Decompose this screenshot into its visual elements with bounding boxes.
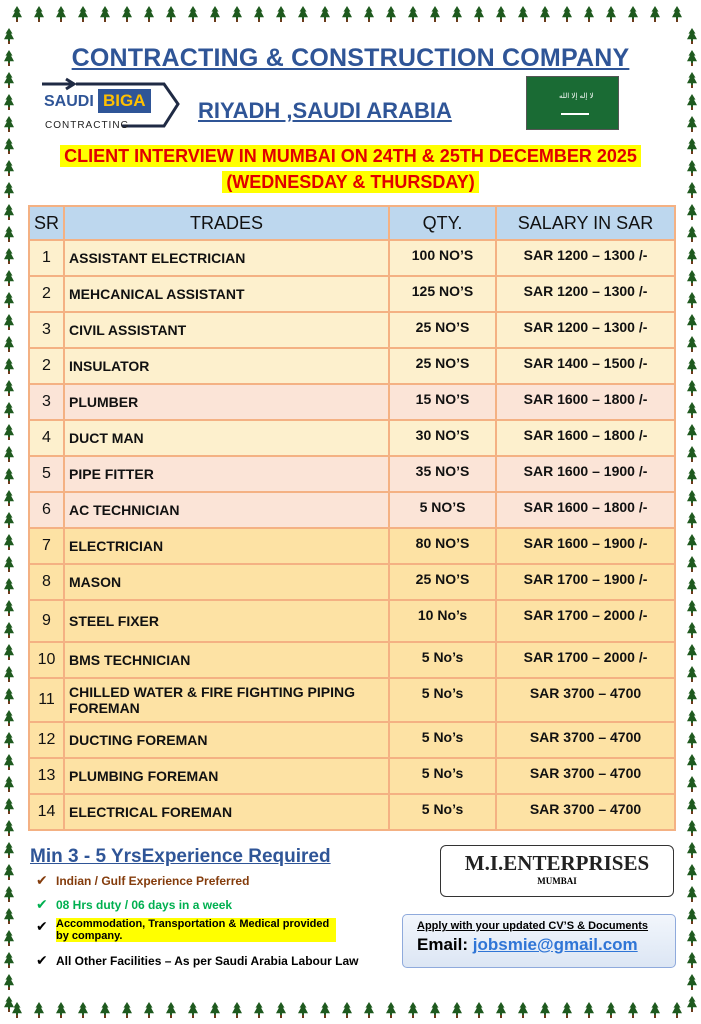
tree-icon	[122, 1002, 132, 1018]
cell-sr: 5	[29, 456, 64, 492]
table-row	[29, 420, 675, 456]
table-row	[29, 312, 675, 348]
table-row	[29, 276, 675, 312]
tree-icon	[687, 798, 697, 814]
tree-icon	[687, 732, 697, 748]
apply-box	[402, 914, 676, 968]
tree-icon	[496, 1002, 506, 1018]
tree-icon	[4, 446, 14, 462]
cell-sr: 3	[29, 384, 64, 420]
tree-icon	[4, 820, 14, 836]
tree-icon	[408, 1002, 418, 1018]
tree-icon	[342, 1002, 352, 1018]
cell-sr: 14	[29, 794, 64, 830]
cell-qty: 30 NO’S	[389, 420, 496, 456]
tree-icon	[606, 1002, 616, 1018]
tree-icon	[298, 6, 308, 22]
table-row	[29, 600, 675, 642]
tree-icon	[687, 94, 697, 110]
tree-icon	[188, 1002, 198, 1018]
tree-icon	[364, 1002, 374, 1018]
tree-icon	[4, 622, 14, 638]
cell-salary: SAR 1200 – 1300 /-	[496, 312, 675, 348]
tree-icon	[34, 1002, 44, 1018]
cell-trade: ELECTRICAL FOREMAN	[64, 794, 389, 830]
tree-icon	[4, 644, 14, 660]
tree-icon	[56, 6, 66, 22]
tree-icon	[687, 314, 697, 330]
cell-qty: 25 NO’S	[389, 312, 496, 348]
tree-icon	[474, 6, 484, 22]
check-icon: ✔	[36, 896, 48, 912]
tree-icon	[4, 402, 14, 418]
cell-qty: 100 NO’S	[389, 240, 496, 276]
tree-icon	[4, 270, 14, 286]
tree-icon	[672, 1002, 682, 1018]
logo-biga: BIGA	[98, 89, 151, 113]
tree-icon	[4, 336, 14, 352]
agency-name: M.I.ENTERPRISES	[464, 851, 650, 875]
tree-icon	[276, 6, 286, 22]
apply-text: Apply with your updated CV’S & Documents	[417, 920, 649, 932]
tree-icon	[100, 1002, 110, 1018]
check-icon: ✔	[36, 872, 48, 888]
location: RIYADH ,SAUDI ARABIA	[198, 98, 452, 123]
cell-qty: 5 No’s	[389, 722, 496, 758]
cell-qty: 25 NO’S	[389, 564, 496, 600]
table-row	[29, 564, 675, 600]
tree-icon	[687, 490, 697, 506]
tree-icon	[364, 6, 374, 22]
tree-icon	[4, 600, 14, 616]
tree-icon	[687, 534, 697, 550]
tree-icon	[452, 6, 462, 22]
tree-icon	[687, 446, 697, 462]
table-row	[29, 722, 675, 758]
tree-icon	[687, 622, 697, 638]
requirement-item	[36, 918, 336, 942]
tree-icon	[4, 776, 14, 792]
cell-trade: MEHCANICAL ASSISTANT	[64, 276, 389, 312]
header-qty: QTY.	[389, 206, 496, 240]
tree-icon	[687, 776, 697, 792]
tree-icon	[687, 468, 697, 484]
cell-qty: 80 NO’S	[389, 528, 496, 564]
tree-icon	[687, 116, 697, 132]
cell-salary: SAR 1200 – 1300 /-	[496, 276, 675, 312]
cell-salary: SAR 1700 – 1900 /-	[496, 564, 675, 600]
tree-icon	[474, 1002, 484, 1018]
cell-trade: STEEL FIXER	[64, 600, 389, 642]
tree-icon	[4, 116, 14, 132]
tree-icon	[4, 512, 14, 528]
tree-icon	[687, 820, 697, 836]
tree-icon	[144, 6, 154, 22]
tree-icon	[540, 6, 550, 22]
tree-icon	[276, 1002, 286, 1018]
tree-icon	[4, 72, 14, 88]
cell-trade: CHILLED WATER & FIRE FIGHTING PIPING FOREMAN	[64, 678, 389, 722]
cell-trade: MASON	[64, 564, 389, 600]
logo-saudi: SAUDI	[44, 93, 94, 110]
tree-icon	[687, 886, 697, 902]
tree-icon	[386, 6, 396, 22]
tree-icon	[144, 1002, 154, 1018]
tree-icon	[166, 6, 176, 22]
tree-icon	[232, 6, 242, 22]
check-icon: ✔	[36, 952, 48, 968]
cell-salary: SAR 3700 – 4700	[496, 758, 675, 794]
tree-icon	[687, 644, 697, 660]
tree-icon	[4, 204, 14, 220]
cell-trade: ASSISTANT ELECTRICIAN	[64, 240, 389, 276]
cell-salary: SAR 3700 – 4700	[496, 794, 675, 830]
tree-icon	[687, 710, 697, 726]
cell-salary: SAR 1700 – 2000 /-	[496, 642, 675, 678]
table-row	[29, 348, 675, 384]
tree-icon	[342, 6, 352, 22]
tree-icon	[4, 732, 14, 748]
tree-icon	[122, 6, 132, 22]
cell-salary: SAR 1200 – 1300 /-	[496, 240, 675, 276]
requirement-text: Accommodation, Transportation & Medical provided by company.	[56, 918, 336, 942]
tree-icon	[687, 402, 697, 418]
tree-icon	[188, 6, 198, 22]
cell-trade: DUCT MAN	[64, 420, 389, 456]
table-row	[29, 456, 675, 492]
jobs-table	[28, 205, 676, 831]
cell-sr: 6	[29, 492, 64, 528]
tree-icon	[687, 600, 697, 616]
tree-icon	[687, 270, 697, 286]
tree-icon	[4, 864, 14, 880]
tree-icon	[100, 6, 110, 22]
tree-icon	[606, 6, 616, 22]
header-sr: SR	[29, 206, 64, 240]
cell-sr: 4	[29, 420, 64, 456]
cell-trade: AC TECHNICIAN	[64, 492, 389, 528]
agency-banner	[440, 845, 674, 897]
tree-icon	[628, 1002, 638, 1018]
tree-icon	[4, 490, 14, 506]
cell-salary: SAR 1700 – 2000 /-	[496, 600, 675, 642]
tree-icon	[78, 1002, 88, 1018]
cell-qty: 35 NO’S	[389, 456, 496, 492]
cell-salary: SAR 1400 – 1500 /-	[496, 348, 675, 384]
tree-icon	[672, 6, 682, 22]
cell-qty: 5 No’s	[389, 794, 496, 830]
tree-icon	[4, 424, 14, 440]
tree-icon	[650, 1002, 660, 1018]
interview-line-1: CLIENT INTERVIEW IN MUMBAI ON 24TH & 25TH DECEMBER 2025	[0, 146, 701, 167]
tree-icon	[386, 1002, 396, 1018]
tree-icon	[4, 468, 14, 484]
tree-icon	[4, 996, 14, 1012]
table-row	[29, 240, 675, 276]
tree-icon	[4, 314, 14, 330]
tree-icon	[562, 1002, 572, 1018]
cell-qty: 5 No’s	[389, 758, 496, 794]
cell-trade: BMS TECHNICIAN	[64, 642, 389, 678]
cell-trade: PIPE FITTER	[64, 456, 389, 492]
tree-icon	[584, 1002, 594, 1018]
tree-icon	[4, 930, 14, 946]
email-link[interactable]: jobsmie@gmail.com	[472, 935, 638, 954]
cell-sr: 3	[29, 312, 64, 348]
cell-sr: 13	[29, 758, 64, 794]
cell-sr: 11	[29, 678, 64, 722]
tree-icon	[4, 358, 14, 374]
tree-icon	[687, 28, 697, 44]
cell-trade: CIVIL ASSISTANT	[64, 312, 389, 348]
tree-icon	[4, 248, 14, 264]
check-icon: ✔	[36, 918, 48, 934]
tree-icon	[34, 6, 44, 22]
tree-icon	[687, 336, 697, 352]
interview-line-2: (WEDNESDAY & THURSDAY)	[0, 172, 701, 193]
tree-icon	[518, 1002, 528, 1018]
tree-icon	[4, 952, 14, 968]
table-row	[29, 528, 675, 564]
tree-icon	[687, 754, 697, 770]
tree-icon	[687, 996, 697, 1012]
tree-icon	[4, 688, 14, 704]
tree-icon	[4, 28, 14, 44]
tree-icon	[687, 688, 697, 704]
table-row	[29, 384, 675, 420]
cell-salary: SAR 3700 – 4700	[496, 722, 675, 758]
tree-icon	[408, 6, 418, 22]
tree-icon	[254, 6, 264, 22]
cell-trade: PLUMBING FOREMAN	[64, 758, 389, 794]
tree-icon	[4, 380, 14, 396]
tree-icon	[650, 6, 660, 22]
tree-icon	[4, 798, 14, 814]
cell-sr: 12	[29, 722, 64, 758]
tree-icon	[518, 6, 528, 22]
tree-icon	[628, 6, 638, 22]
cell-salary: SAR 1600 – 1800 /-	[496, 492, 675, 528]
cell-sr: 7	[29, 528, 64, 564]
cell-qty: 15 NO’S	[389, 384, 496, 420]
tree-icon	[430, 6, 440, 22]
tree-icon	[78, 6, 88, 22]
tree-icon	[687, 930, 697, 946]
cell-sr: 8	[29, 564, 64, 600]
agency-city: MUMBAI	[537, 876, 577, 886]
tree-icon	[687, 292, 697, 308]
tree-icon	[56, 1002, 66, 1018]
tree-icon	[4, 534, 14, 550]
cell-trade: PLUMBER	[64, 384, 389, 420]
tree-icon	[687, 380, 697, 396]
cell-salary: SAR 1600 – 1900 /-	[496, 456, 675, 492]
tree-icon	[4, 908, 14, 924]
logo-contracting: CONTRACTING	[45, 120, 130, 131]
tree-icon	[687, 864, 697, 880]
tree-icon	[687, 666, 697, 682]
tree-icon	[430, 1002, 440, 1018]
tree-icon	[687, 226, 697, 242]
tree-icon	[687, 248, 697, 264]
tree-icon	[4, 886, 14, 902]
header-trades: TRADES	[64, 206, 389, 240]
table-row	[29, 758, 675, 794]
tree-icon	[166, 1002, 176, 1018]
tree-icon	[210, 1002, 220, 1018]
tree-icon	[562, 6, 572, 22]
tree-icon	[584, 6, 594, 22]
header-salary: SALARY IN SAR	[496, 206, 675, 240]
cell-salary: SAR 1600 – 1900 /-	[496, 528, 675, 564]
tree-icon	[4, 842, 14, 858]
cell-trade: ELECTRICIAN	[64, 528, 389, 564]
cell-sr: 10	[29, 642, 64, 678]
tree-icon	[687, 424, 697, 440]
table-row	[29, 642, 675, 678]
tree-icon	[232, 1002, 242, 1018]
cell-trade: INSULATOR	[64, 348, 389, 384]
requirement-item	[36, 896, 232, 913]
saudi-flag-icon: ﻻ إله إلا الله	[526, 76, 619, 130]
table-row	[29, 678, 675, 722]
cell-trade: DUCTING FOREMAN	[64, 722, 389, 758]
tree-icon	[4, 754, 14, 770]
tree-icon	[687, 72, 697, 88]
cell-qty: 25 NO’S	[389, 348, 496, 384]
tree-icon	[320, 6, 330, 22]
table-row	[29, 492, 675, 528]
tree-icon	[452, 1002, 462, 1018]
tree-icon	[687, 952, 697, 968]
requirement-item	[36, 872, 249, 889]
tree-icon	[4, 710, 14, 726]
tree-icon	[540, 1002, 550, 1018]
tree-icon	[687, 974, 697, 990]
cell-qty: 5 No’s	[389, 642, 496, 678]
tree-icon	[4, 974, 14, 990]
requirement-text: Indian / Gulf Experience Preferred	[56, 874, 250, 888]
tree-icon	[254, 1002, 264, 1018]
cell-qty: 125 NO’S	[389, 276, 496, 312]
tree-icon	[687, 842, 697, 858]
cell-salary: SAR 1600 – 1800 /-	[496, 384, 675, 420]
cell-qty: 5 NO’S	[389, 492, 496, 528]
tree-icon	[687, 556, 697, 572]
cell-salary: SAR 1600 – 1800 /-	[496, 420, 675, 456]
company-logo	[42, 76, 182, 134]
table-row	[29, 794, 675, 830]
cell-sr: 2	[29, 276, 64, 312]
requirement-text: All Other Facilities – As per Saudi Arabia Labour Law	[56, 954, 359, 968]
tree-icon	[4, 666, 14, 682]
tree-icon	[12, 1002, 22, 1018]
tree-icon	[687, 358, 697, 374]
tree-icon	[4, 226, 14, 242]
tree-icon	[4, 578, 14, 594]
tree-icon	[687, 204, 697, 220]
tree-icon	[12, 6, 22, 22]
cell-sr: 9	[29, 600, 64, 642]
tree-icon	[4, 292, 14, 308]
page-title: CONTRACTING & CONSTRUCTION COMPANY	[71, 44, 630, 72]
tree-icon	[4, 556, 14, 572]
tree-icon	[687, 512, 697, 528]
tree-icon	[687, 578, 697, 594]
cell-qty: 5 No’s	[389, 678, 496, 722]
cell-qty: 10 No’s	[389, 600, 496, 642]
requirement-text: 08 Hrs duty / 06 days in a week	[56, 898, 233, 912]
tree-icon	[210, 6, 220, 22]
experience-requirement: Min 3 - 5 YrsExperience Required	[30, 846, 331, 867]
cell-sr: 2	[29, 348, 64, 384]
cell-sr: 1	[29, 240, 64, 276]
tree-icon	[4, 94, 14, 110]
cell-salary: SAR 3700 – 4700	[496, 678, 675, 722]
tree-icon	[687, 908, 697, 924]
tree-icon	[496, 6, 506, 22]
email-label: Email:	[417, 935, 469, 954]
requirement-item	[36, 952, 359, 969]
tree-icon	[320, 1002, 330, 1018]
tree-icon	[298, 1002, 308, 1018]
